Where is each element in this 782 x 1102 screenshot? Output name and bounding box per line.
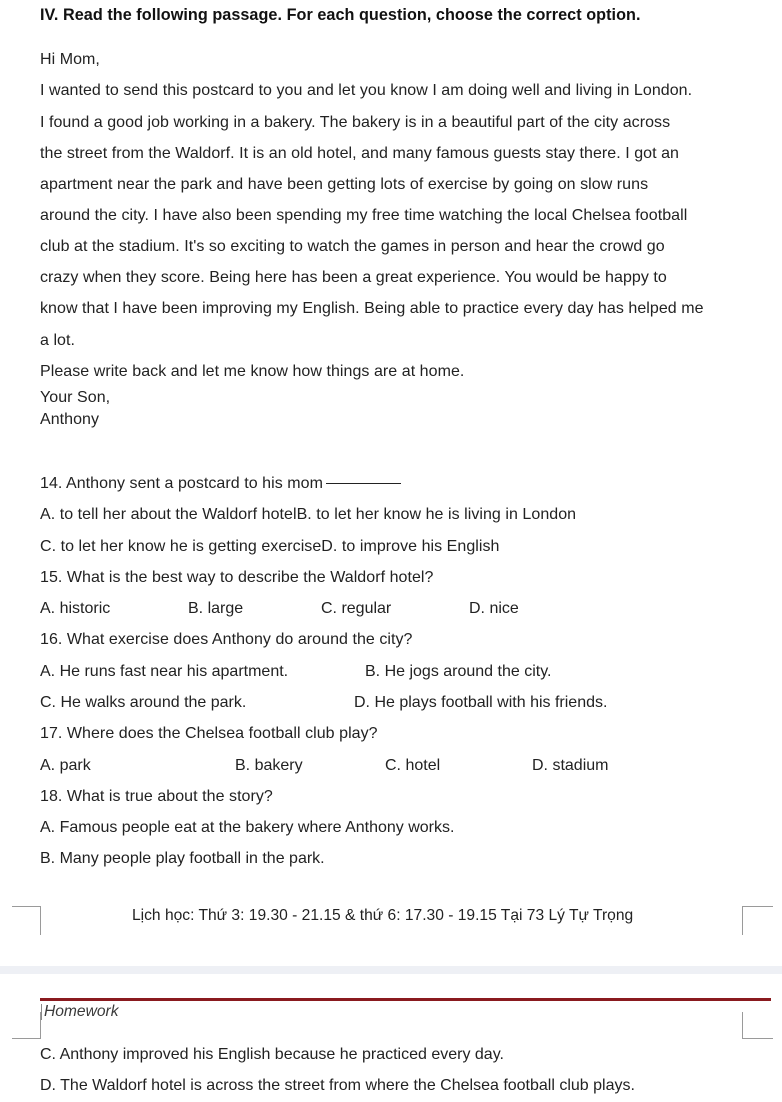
question-16-option-a[interactable]: A. He runs fast near his apartment. xyxy=(40,663,289,680)
question-14 xyxy=(40,474,401,494)
letter-signature: Anthony xyxy=(40,411,100,428)
letter-request: Please write back and let me know how things are at home. xyxy=(40,363,465,380)
letter-greeting: Hi Mom, xyxy=(40,51,100,68)
letter-line: the street from the Waldorf. It is an old hotel, and many famous guests stay there. I got an xyxy=(40,145,679,162)
letter-line: club at the stadium. It's so exciting to watch the games in person and hear the crowd go xyxy=(40,238,665,255)
crop-mark-top-right xyxy=(742,906,773,935)
question-14-options-line-2: C. to let her know he is getting exerciseD. to improve his English xyxy=(40,538,500,555)
question-17-option-c[interactable]: C. hotel xyxy=(385,757,441,774)
question-18-option-c[interactable]: C. Anthony improved his English because he practiced every day. xyxy=(40,1046,504,1063)
question-17-option-d[interactable]: D. stadium xyxy=(532,757,609,774)
question-15-stem: 15. What is the best way to describe the Waldorf hotel? xyxy=(40,569,434,586)
question-14-options-line-1: A. to tell her about the Waldorf hotelB. to let her know he is living in London xyxy=(40,506,577,523)
page-break-band xyxy=(0,966,782,974)
letter-line: crazy when they score. Being here has been a great experience. You would be happy to xyxy=(40,269,667,286)
question-17-option-a[interactable]: A. park xyxy=(40,757,91,774)
question-16-stem: 16. What exercise does Anthony do around the city? xyxy=(40,631,413,648)
question-17-option-b[interactable]: B. bakery xyxy=(235,757,303,774)
question-15-option-b[interactable]: B. large xyxy=(188,600,244,617)
crop-mark-bottom-left xyxy=(12,1012,41,1039)
homework-label: Homework xyxy=(44,1003,119,1020)
question-16-option-d[interactable]: D. He plays football with his friends. xyxy=(354,694,608,711)
letter-line: I wanted to send this postcard to you and let you know I am doing well and living in London. xyxy=(40,82,693,99)
letter-line: around the city. I have also been spending my free time watching the local Chelsea football xyxy=(40,207,688,224)
crop-mark-top-left xyxy=(12,906,41,935)
question-16-option-b[interactable]: B. He jogs around the city. xyxy=(365,663,552,680)
answer-blank xyxy=(326,483,401,484)
letter-line: know that I have been improving my English. Being able to practice every day has helped me xyxy=(40,300,704,317)
question-18-option-b[interactable]: B. Many people play football in the park. xyxy=(40,850,325,867)
letter-closing: Your Son, xyxy=(40,389,111,406)
letter-line: I found a good job working in a bakery. The bakery is in a beautiful part of the city across xyxy=(40,114,671,131)
header-rule xyxy=(40,998,771,1001)
footer-schedule: Lịch học: Thứ 3: 19.30 - 21.15 & thứ 6: 17.30 - 19.15 Tại 73 Lý Tự Trọng xyxy=(132,907,634,924)
question-18-option-a[interactable]: A. Famous people eat at the bakery where Anthony works. xyxy=(40,819,455,836)
section-heading: IV. Read the following passage. For each question, choose the correct option. xyxy=(40,6,641,24)
letter-line: apartment near the park and have been getting lots of exercise by going on slow runs xyxy=(40,176,649,193)
question-18-stem: 18. What is true about the story? xyxy=(40,788,273,805)
question-16-option-c[interactable]: C. He walks around the park. xyxy=(40,694,247,711)
question-17-stem: 17. Where does the Chelsea football club play? xyxy=(40,725,378,742)
letter-line: a lot. xyxy=(40,332,75,349)
question-15-option-d[interactable]: D. nice xyxy=(469,600,519,617)
crop-mark-bottom-right xyxy=(742,1012,773,1039)
header-divider xyxy=(41,1004,42,1020)
question-18-option-d[interactable]: D. The Waldorf hotel is across the street from where the Chelsea football club plays. xyxy=(40,1077,635,1094)
question-15-option-c[interactable]: C. regular xyxy=(321,600,392,617)
question-15-option-a[interactable]: A. historic xyxy=(40,600,111,617)
question-14-stem: 14. Anthony sent a postcard to his mom xyxy=(40,475,323,492)
